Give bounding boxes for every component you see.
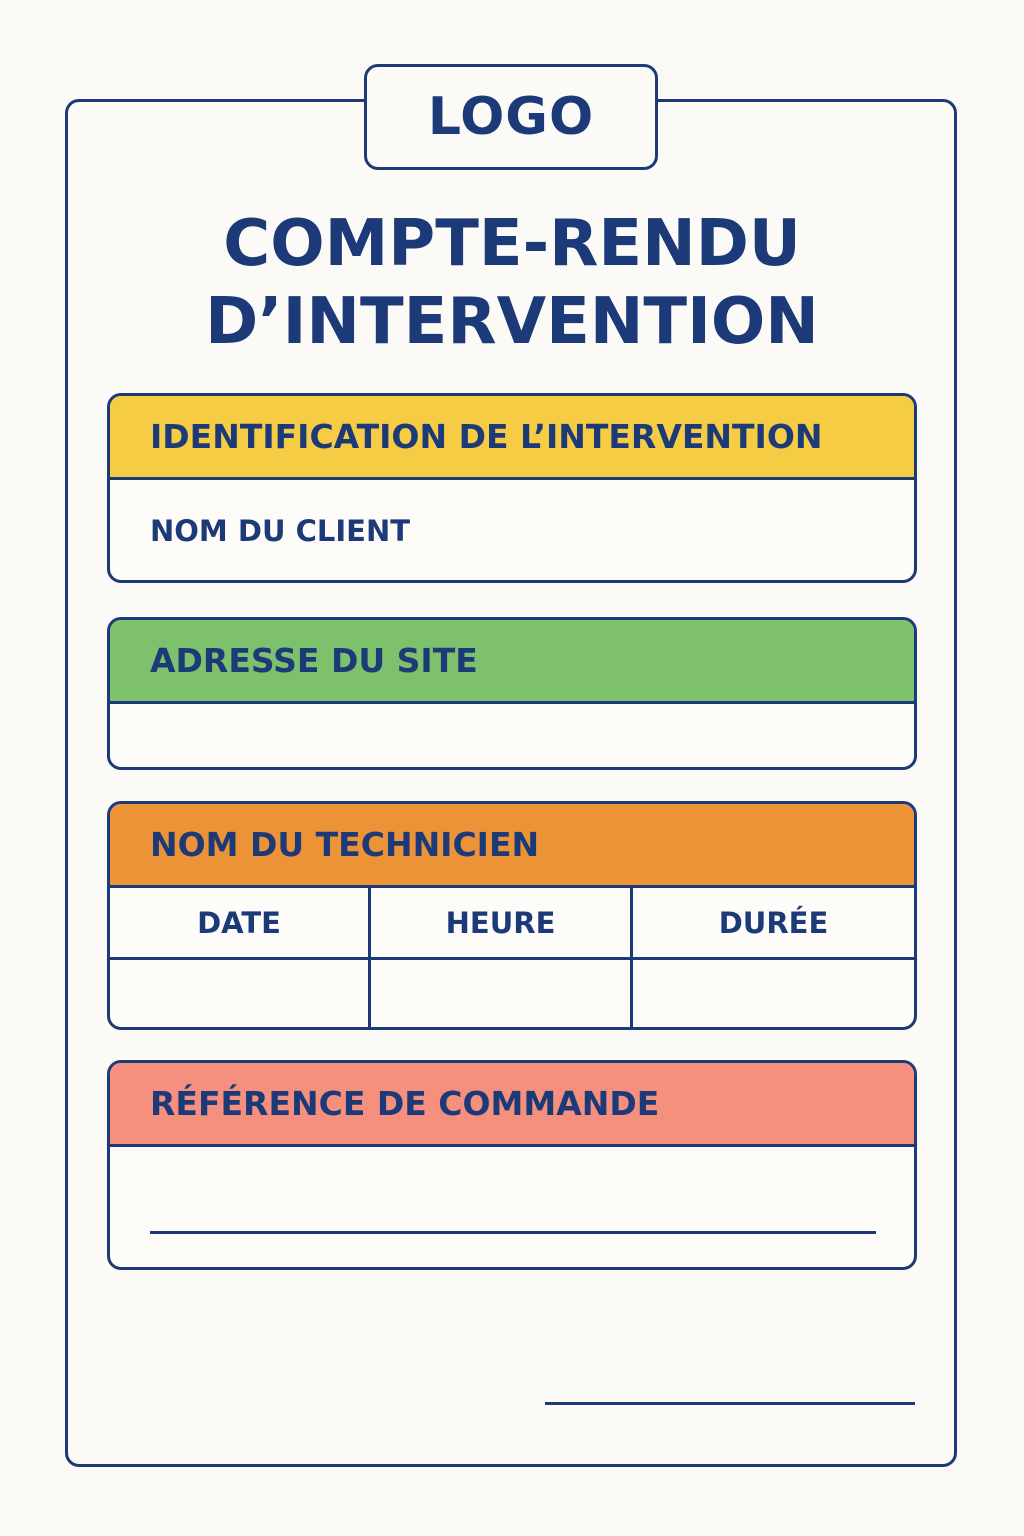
document-title-line-2: D’INTERVENTION (205, 285, 819, 359)
duration-field[interactable] (633, 960, 914, 1027)
order-reference-field[interactable] (150, 1173, 876, 1229)
time-column-header: HEURE (371, 888, 633, 960)
client-name-field[interactable] (440, 496, 880, 556)
order-reference-heading: RÉFÉRENCE DE COMMANDE (110, 1063, 914, 1147)
identification-heading: IDENTIFICATION DE L’INTERVENTION (110, 396, 914, 480)
identification-section (107, 393, 917, 583)
client-name-label: NOM DU CLIENT (150, 514, 411, 548)
technician-section (107, 801, 917, 1030)
site-address-heading: ADRESSE DU SITE (110, 620, 914, 704)
date-field[interactable] (110, 960, 371, 1027)
time-field[interactable] (371, 960, 633, 1027)
site-address-field[interactable] (110, 704, 914, 767)
order-reference-underline (150, 1231, 876, 1234)
document-title-line-1: COMPTE-RENDU (223, 207, 801, 281)
order-reference-section (107, 1060, 917, 1270)
signature-line[interactable] (545, 1402, 915, 1405)
logo-placeholder (364, 64, 658, 170)
logo-label: LOGO (427, 87, 595, 147)
duration-column-header: DURÉE (633, 888, 914, 960)
date-time-grid (110, 888, 914, 1027)
technician-heading: NOM DU TECHNICIEN (110, 804, 914, 888)
date-column-header: DATE (110, 888, 371, 960)
site-address-section (107, 617, 917, 770)
